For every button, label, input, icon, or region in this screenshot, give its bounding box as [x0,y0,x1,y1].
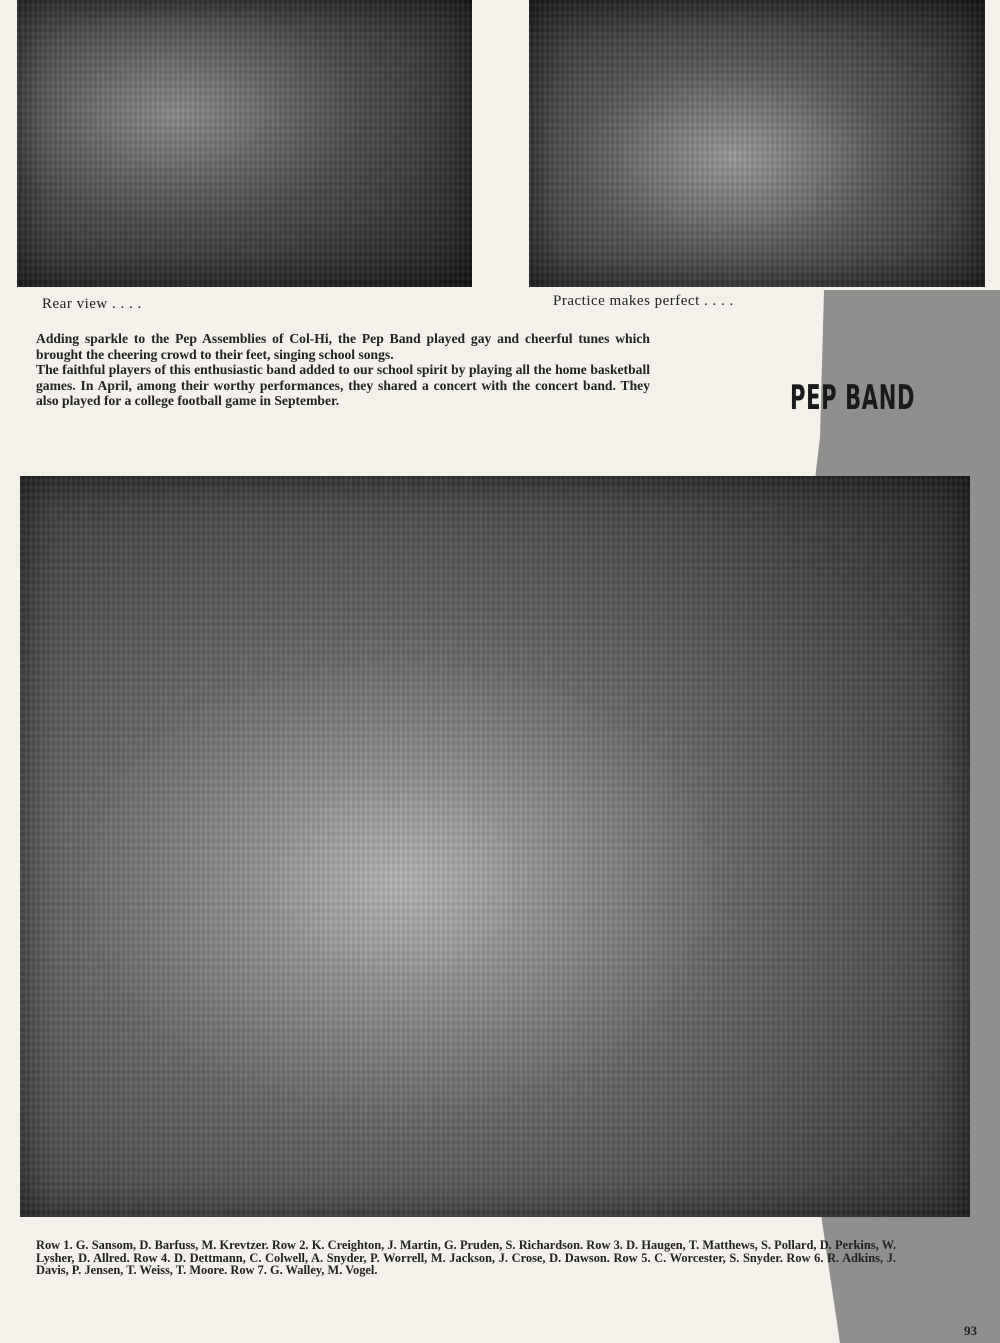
article-body [36,331,650,409]
article-paragraph-2: The faithful players of this enthusiastic band added to our school spirit by playing all the home basketball games. In April, among their worthy performances, they shared a concert with the concert band. They also played for a college football game in September. [36,362,650,408]
article-paragraph-1: Adding sparkle to the Pep Assemblies of Col-Hi, the Pep Band played gay and cheerful tunes which brought the cheering crowd to their feet, singing school songs. [36,331,650,362]
page-number: 93 [964,1323,977,1338]
photo-rear-view [17,0,472,287]
photo-practice [529,0,985,287]
photo-pep-band [20,476,970,1217]
caption-practice: Practice makes perfect . . . . [553,293,734,309]
caption-rear-view: Rear view . . . . [42,296,142,312]
roster-caption: Row 1. G. Sansom, D. Barfuss, M. Krevtzer. Row 2. K. Creighton, J. Martin, G. Pruden, S. Richardson. Row 3. D. Haugen, T. Matthews, S. Pollard, D. Perkins, W. Lysher, D. Allred. Row 4. D. Dettmann, C. Colwell, A. Snyder, P. Worrell, M. Jackson, J. Crose, D. Dawson. Row 5. C. Worcester, S. Snyder. Row 6. R. Adkins, J. Davis, P. Jensen, T. Weiss, T. Moore. Row 7. G. Walley, M. Vogel. [36,1238,896,1278]
section-heading: PEP BAND [790,378,916,418]
